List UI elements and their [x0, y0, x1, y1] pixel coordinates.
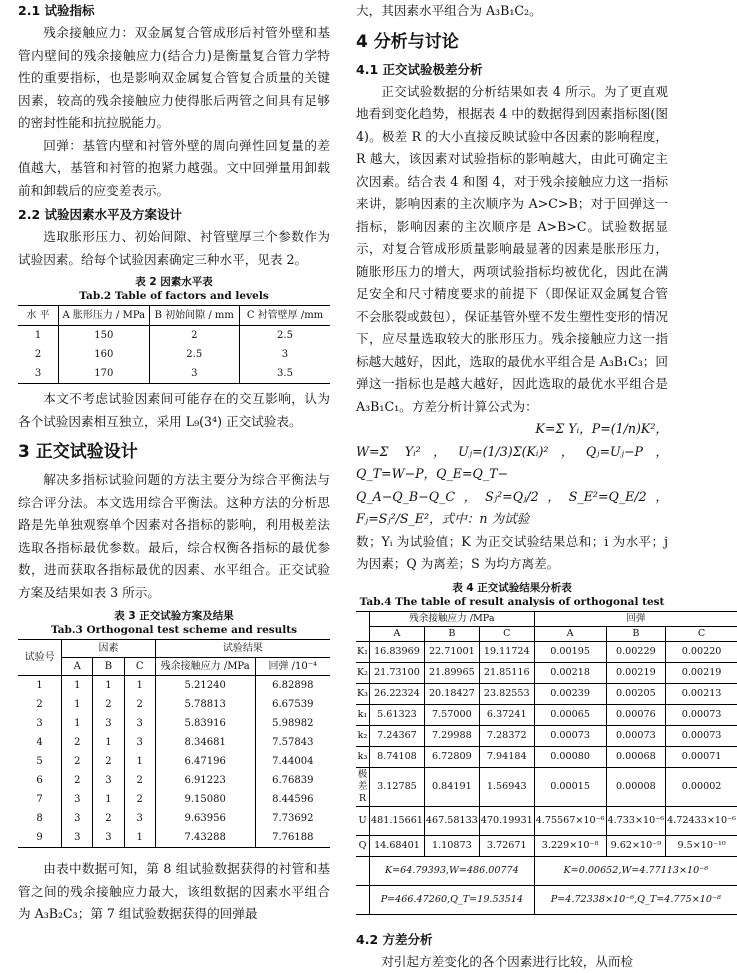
- table-cell: 150: [59, 326, 149, 346]
- table-cell: 1: [124, 676, 155, 696]
- table-row: [18, 326, 330, 346]
- table-row: [356, 641, 737, 662]
- table-cell: 6: [18, 771, 62, 790]
- table-3-subheader: A: [62, 658, 93, 676]
- table-cell: 7.57843: [255, 733, 330, 752]
- table-cell: 3: [18, 364, 59, 384]
- table-cell: 3: [18, 714, 62, 733]
- table-3-subheader: 残余接触应力 /MPa: [155, 658, 255, 676]
- table-cell: 5.21240: [155, 676, 255, 696]
- table-cell: 170: [59, 364, 149, 384]
- table-4-subheader: B: [606, 626, 666, 641]
- table-2-header: B 初始间隙 / mm: [149, 306, 239, 326]
- table-cell: 6.47196: [155, 752, 255, 771]
- table-3-header-result: 试验结果: [155, 640, 330, 658]
- para-factors: 选取胀形压力、初始间隙、衬管壁厚三个参数作为试验因素。给每个试验因素确定三种水平，见表 2。: [18, 226, 330, 271]
- para-continuation: 大，其因素水平组合为 A₃B₁C₂。: [356, 0, 668, 23]
- table-summary-row: [356, 885, 737, 914]
- table-row: [18, 345, 330, 364]
- table-cell: 1: [62, 676, 93, 696]
- table-cell: 7.73692: [255, 809, 330, 828]
- para-orthogonal-table: 本文不考虑试验因素间可能存在的交互影响，认为各个试验因素相互独立，采用 L₉(3⁴) 正交试验表。: [18, 388, 330, 433]
- table-cell: 3: [149, 364, 239, 384]
- table-3-subheader: B: [93, 658, 124, 676]
- table-cell: 8: [18, 809, 62, 828]
- table-cell: 1: [62, 714, 93, 733]
- table-cell: 0.00205: [606, 683, 666, 704]
- table-cell: 3: [62, 790, 93, 809]
- table-2-header: 水 平: [18, 306, 59, 326]
- table-row: [356, 746, 737, 767]
- table-4-caption: 表 4 正交试验结果分析表: [356, 582, 668, 595]
- table-cell: 6.72809: [424, 746, 479, 767]
- table-row: [18, 714, 330, 733]
- table-cell: 9.15080: [155, 790, 255, 809]
- table-cell: 3: [124, 714, 155, 733]
- table-cell: 23.82553: [479, 683, 534, 704]
- table-cell: 6.91223: [155, 771, 255, 790]
- table-cell: 3: [93, 771, 124, 790]
- table-row: [356, 806, 737, 835]
- table-cell: k₂: [356, 725, 370, 746]
- table-cell: 2: [93, 809, 124, 828]
- table-cell: 4.75567×10⁻⁶: [534, 806, 606, 835]
- section-4-1-title: 4.1 正交试验极差分析: [356, 59, 668, 81]
- section-3-title: 3 正交试验设计: [18, 439, 330, 465]
- table-cell: 0.00073: [534, 725, 606, 746]
- table-cell: U: [356, 806, 370, 835]
- table-cell: 3: [62, 809, 93, 828]
- table-cell: 0.00080: [534, 746, 606, 767]
- table-cell: 0.00073: [606, 725, 666, 746]
- table-cell: 5.78813: [155, 695, 255, 714]
- section-4-2-title: 4.2 方差分析: [356, 929, 668, 951]
- table-cell: 0.00073: [666, 704, 737, 725]
- table-cell: 3.72671: [479, 835, 534, 856]
- table-2-header: C 衬管壁厚 /mm: [239, 306, 330, 326]
- table-cell: 6.76839: [255, 771, 330, 790]
- table-cell: 7.44004: [255, 752, 330, 771]
- table-cell: 1.10873: [424, 835, 479, 856]
- table-cell: 2: [62, 771, 93, 790]
- table-cell: 4.733×10⁻⁶: [606, 806, 666, 835]
- table-cell: 0.84191: [424, 767, 479, 806]
- table-row: [18, 733, 330, 752]
- table-row: [18, 828, 330, 848]
- table-3-caption-en: Tab.3 Orthogonal test scheme and results: [18, 623, 330, 637]
- table-3-caption: 表 3 正交试验方案及结果: [18, 610, 330, 623]
- para-range-analysis: 正交试验数据的分析结果如表 4 所示。为了更直观地看到变化趋势，根据表 4 中的数据得到因素指标图(图 4)。极差 R 的大小直接反映试验中各因素的影响程度，R 越大，该因素对试验指标的影响越大，由此可确定主次因素。结合表 4 和图 4，对于残余接触应力这一指标来讲，影响因素的主次顺序为 A>C>B；对于回弹这一指标，影响因素的主次顺序是 A>B>C。试验数据显示，对复合管成形质量影响最显著的因素是胀形压力，随胀形压力的增大，两项试验指标均被优化，因此在满足安全和尺寸精度要求的前提下（即保证双金属复合管不会胀裂或鼓包），保证基管外壁不发生塑性变形的情况下，应尽量选取较大的胀形压力。残余接触应力这一指标越大越好，因此，选取的最优水平组合是 A₃B₁C₃；回弹这一指标也是越大越好，因此选取的最优水平组合是 A₃B₁C₁。方差分析计算公式为：: [356, 81, 668, 419]
- table-cell: 0.00219: [666, 662, 737, 683]
- table-cell: 2: [18, 345, 59, 364]
- para-method: 解决多指标试验问题的方法主要分为综合平衡法与综合评分法。本文选用综合平衡法。这种方法的分析思路是先单独观察单个因素对各指标的影响，利用极差法选取各指标最优参数。最后，综合权衡各指标的最优参数，进而获取各指标最优的因素、水平组合。正交试验方案及结果如表 3 所示。: [18, 469, 330, 604]
- table-cell: 6.82898: [255, 676, 330, 696]
- table-cell: 2: [124, 790, 155, 809]
- table-cell: 4.72433×10⁻⁶: [666, 806, 737, 835]
- table-cell: 0.00071: [666, 746, 737, 767]
- table-cell: 14.68401: [370, 835, 425, 856]
- table-cell: 0.00219: [606, 662, 666, 683]
- formula-line-1: K=Σ Yᵢ，P=(1/n)K²，: [356, 418, 668, 441]
- section-2-1-title: 2.1 试验指标: [18, 0, 330, 22]
- right-column: [356, 0, 668, 973]
- table-cell: K₃: [356, 683, 370, 704]
- table-cell: 7.28372: [479, 725, 534, 746]
- table-cell: 1: [62, 695, 93, 714]
- table-cell: 467.58133: [424, 806, 479, 835]
- table-cell: 20.18427: [424, 683, 479, 704]
- table-cell: 9.62×10⁻⁹: [606, 835, 666, 856]
- table-cell: 3.12785: [370, 767, 425, 806]
- table-cell: 0.00076: [606, 704, 666, 725]
- table-cell: 21.85116: [479, 662, 534, 683]
- table-cell: 481.15661: [370, 806, 425, 835]
- table-cell: 3: [62, 828, 93, 848]
- table-cell: 19.11724: [479, 641, 534, 662]
- table-cell: 0.00220: [666, 641, 737, 662]
- table-cell: P=4.72338×10⁻⁶,Q_T=4.775×10⁻⁸: [534, 885, 737, 914]
- table-row: [356, 725, 737, 746]
- para-springback: 回弹：基管内壁和衬管外壁的周向弹性回复量的差值越大，基管和衬管的抱紧力越强。文中回弹量用卸载前和卸载后的应变差表示。: [18, 135, 330, 203]
- table-cell: 26.22324: [370, 683, 425, 704]
- table-cell: 8.44596: [255, 790, 330, 809]
- table-cell: 1: [18, 326, 59, 346]
- table-cell: 1: [124, 752, 155, 771]
- table-cell: 21.89965: [424, 662, 479, 683]
- table-cell: 5.61323: [370, 704, 425, 725]
- para-table3-analysis: 由表中数据可知，第 8 组试验数据获得的衬管和基管之间的残余接触应力最大，该组数据的因素水平组合为 A₃B₂C₃；第 7 组试验数据获得的回弹最: [18, 858, 330, 926]
- table-2-caption: 表 2 因素水平表: [18, 276, 330, 289]
- para-residual-stress: 残余接触应力：双金属复合管成形后衬管外壁和基管内壁间的残余接触应力(结合力)是衡量复合管力学特性的重要指标，也是影响双金属复合管复合质量的关键因素，较高的残余接触应力使得胀后两管之间具有足够的密封性能和抗拉脱能力。: [18, 22, 330, 135]
- table-cell: 3.229×10⁻⁸: [534, 835, 606, 856]
- section-4-title: 4 分析与讨论: [356, 29, 668, 55]
- formula-line-3: Q_A−Q_B−Q_C，Sⱼ²=Qⱼ/2，S_E²=Q_E/2，Fⱼ=Sⱼ²/S_E²，式中：n 为试验: [356, 486, 668, 531]
- table-cell: 2: [149, 326, 239, 346]
- table-cell: 1: [93, 790, 124, 809]
- table-cell: 9: [18, 828, 62, 848]
- table-cell: 7.24367: [370, 725, 425, 746]
- table-cell: 5: [18, 752, 62, 771]
- table-row: [18, 790, 330, 809]
- table-cell: 8.74108: [370, 746, 425, 767]
- table-cell: 4: [18, 733, 62, 752]
- table-cell: 0.00218: [534, 662, 606, 683]
- table-row: [18, 364, 330, 384]
- table-cell: 7.76188: [255, 828, 330, 848]
- table-cell: 3: [93, 828, 124, 848]
- table-cell: 1: [18, 676, 62, 696]
- table-summary-row: [356, 856, 737, 885]
- table-2-grid: [18, 305, 330, 384]
- table-cell: 0.00065: [534, 704, 606, 725]
- table-cell: 2: [62, 733, 93, 752]
- table-2-header: A 胀形压力 / MPa: [59, 306, 149, 326]
- table-cell: [356, 856, 370, 885]
- table-row: [356, 767, 737, 806]
- table-4: [356, 582, 668, 915]
- table-cell: k₃: [356, 746, 370, 767]
- table-row: [18, 695, 330, 714]
- table-cell: 2: [62, 752, 93, 771]
- table-4-subheader: A: [370, 626, 425, 641]
- table-3-header-factor: 因素: [62, 640, 156, 658]
- section-2-2-title: 2.2 试验因素水平及方案设计: [18, 204, 330, 226]
- table-3-header-no: 试验号: [18, 640, 62, 676]
- table-4-subheader: A: [534, 626, 606, 641]
- table-3-grid: [18, 639, 330, 848]
- table-3-subheader: 回弹 /10⁻⁴: [255, 658, 330, 676]
- table-cell: 极差 R: [356, 767, 370, 806]
- para-variance-analysis: 对引起方差变化的各个因素进行比较，从而检: [356, 951, 668, 973]
- table-cell: 0.00195: [534, 641, 606, 662]
- table-cell: 3.5: [239, 364, 330, 384]
- table-4-caption-en: Tab.4 The table of result analysis of orthogonal test: [356, 595, 668, 609]
- formula-line-2: W=Σ Yᵢ²，Uⱼ=(1/3)Σ(Kᵢ)²，Qⱼ=Uⱼ−P，Q_T=W−P，Q_E=Q_T−: [356, 441, 668, 486]
- table-2-caption-en: Tab.2 Table of factors and levels: [18, 289, 330, 303]
- table-row: [356, 662, 737, 683]
- table-cell: K=0.00652,W=4.77113×10⁻⁶: [534, 856, 737, 885]
- table-cell: 2: [93, 695, 124, 714]
- table-cell: 7: [18, 790, 62, 809]
- table-cell: 0.00073: [666, 725, 737, 746]
- table-4-subheader: B: [424, 626, 479, 641]
- para-variable-definitions: 数；Yᵢ 为试验值；K 为正交试验结果总和；i 为水平；j 为因素；Q 为离差；S 为均方离差。: [356, 531, 668, 576]
- table-cell: 0.00002: [666, 767, 737, 806]
- table-cell: 0.00015: [534, 767, 606, 806]
- table-cell: 470.19931: [479, 806, 534, 835]
- table-cell: 3: [124, 733, 155, 752]
- table-cell: 16.83969: [370, 641, 425, 662]
- table-cell: 8.34681: [155, 733, 255, 752]
- table-cell: 1: [93, 733, 124, 752]
- table-cell: 2.5: [149, 345, 239, 364]
- table-row: [18, 676, 330, 696]
- table-cell: [356, 885, 370, 914]
- table-row: [18, 752, 330, 771]
- table-cell: 3: [124, 809, 155, 828]
- table-2: [18, 276, 330, 384]
- table-row: [356, 683, 737, 704]
- table-cell: 5.98982: [255, 714, 330, 733]
- table-cell: K₁: [356, 641, 370, 662]
- table-cell: 22.71001: [424, 641, 479, 662]
- left-column: [18, 0, 330, 926]
- table-cell: 1: [93, 676, 124, 696]
- table-cell: 0.00068: [606, 746, 666, 767]
- table-cell: 7.57000: [424, 704, 479, 725]
- table-cell: 21.73100: [370, 662, 425, 683]
- table-cell: 7.43288: [155, 828, 255, 848]
- table-cell: 0.00239: [534, 683, 606, 704]
- table-row: [18, 771, 330, 790]
- table-4-subheader: C: [479, 626, 534, 641]
- table-4-subheader: C: [666, 626, 737, 641]
- table-row: [356, 704, 737, 725]
- table-cell: 5.83916: [155, 714, 255, 733]
- table-cell: 0.00229: [606, 641, 666, 662]
- table-cell: 7.29988: [424, 725, 479, 746]
- table-cell: 3: [93, 714, 124, 733]
- table-cell: 2: [124, 695, 155, 714]
- table-4-grid: [356, 611, 737, 915]
- table-cell: K=64.79393,W=486.00774: [370, 856, 535, 885]
- table-cell: 9.63956: [155, 809, 255, 828]
- table-cell: 9.5×10⁻¹⁰: [666, 835, 737, 856]
- table-cell: P=466.47260,Q_T=19.53514: [370, 885, 535, 914]
- table-cell: 2: [18, 695, 62, 714]
- table-cell: 1.56943: [479, 767, 534, 806]
- table-cell: 7.94184: [479, 746, 534, 767]
- table-cell: 2.5: [239, 326, 330, 346]
- table-row: [356, 835, 737, 856]
- table-cell: 3: [239, 345, 330, 364]
- table-3-subheader: C: [124, 658, 155, 676]
- table-cell: 6.67539: [255, 695, 330, 714]
- table-4-group-header: 残余接触应力 /MPa: [370, 611, 535, 626]
- table-cell: 6.37241: [479, 704, 534, 725]
- table-cell: 0.00213: [666, 683, 737, 704]
- table-cell: Q: [356, 835, 370, 856]
- table-cell: 1: [124, 828, 155, 848]
- table-cell: 2: [93, 752, 124, 771]
- table-4-group-header: 回弹: [534, 611, 737, 626]
- table-row: [18, 809, 330, 828]
- table-cell: 2: [124, 771, 155, 790]
- table-3: [18, 610, 330, 848]
- table-cell: k₁: [356, 704, 370, 725]
- table-cell: 160: [59, 345, 149, 364]
- table-cell: K₂: [356, 662, 370, 683]
- table-cell: 0.00008: [606, 767, 666, 806]
